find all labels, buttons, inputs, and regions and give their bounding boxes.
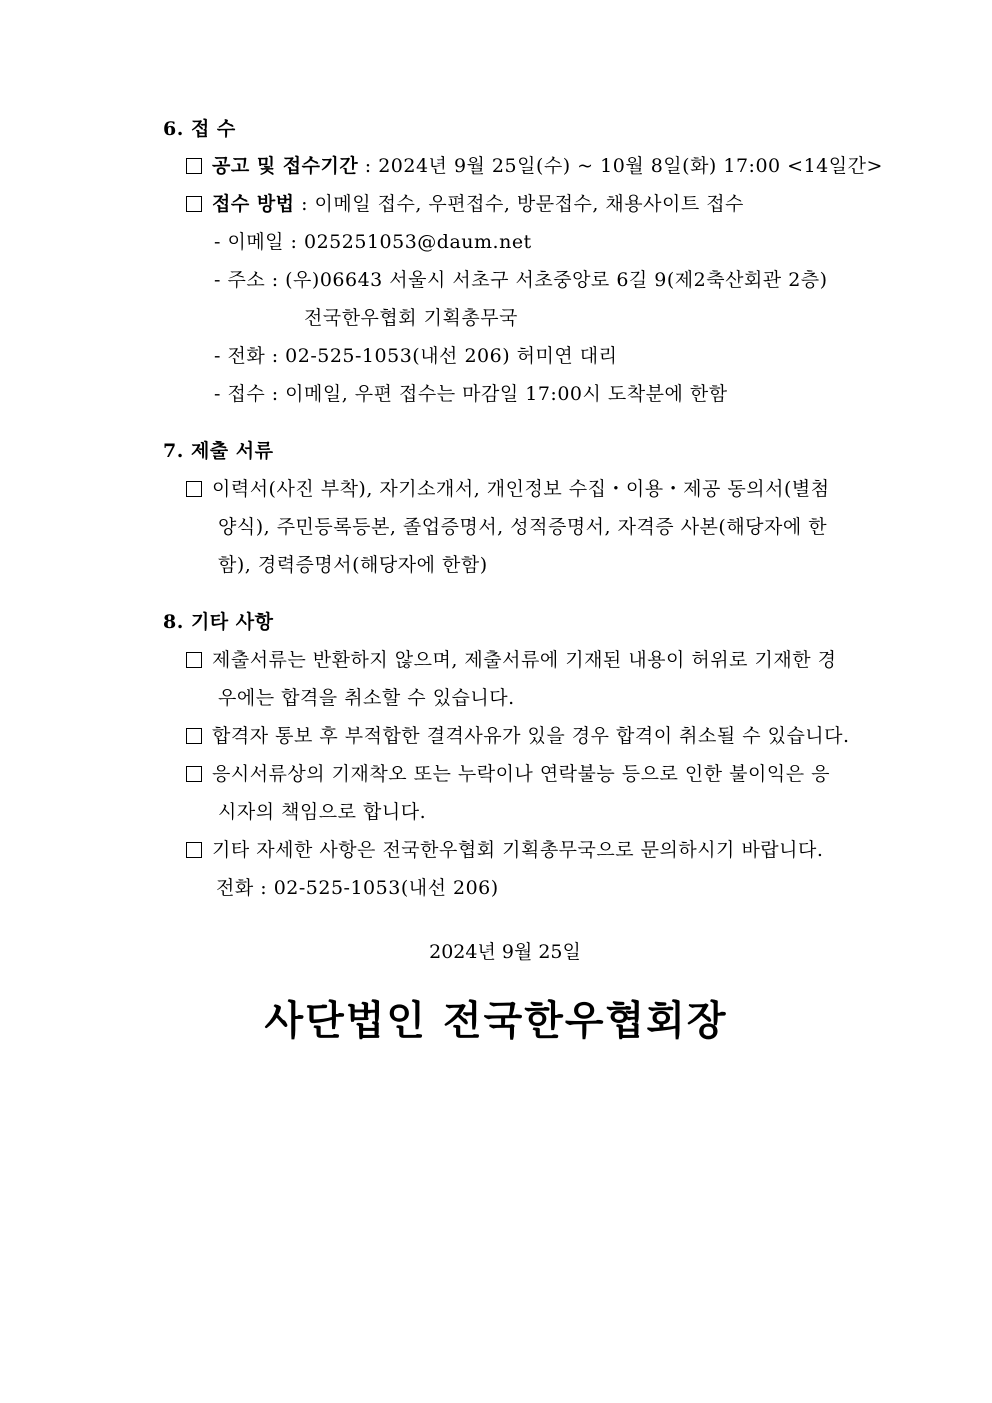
period-value: : 2024년 9월 25일(수) ~ 10월 8일(화) 17:00 <14일간> — [364, 155, 883, 177]
issuer-signature: 사단법인 전국한우협회장 — [264, 997, 728, 1044]
other-item-3 — [186, 761, 830, 787]
other-item-3-line-2: 시자의 책임으로 합니다. — [218, 801, 427, 823]
other-item-3-line-1: 응시서류상의 기재착오 또는 누락이나 연락불능 등으로 인한 불이익은 응 — [212, 763, 830, 785]
other-item-1-line-1: 제출서류는 반환하지 않으며, 제출서류에 기재된 내용이 허위로 기재한 경 — [212, 649, 837, 671]
other-item-4-line-2: 전화 : 02-525-1053(내선 206) — [216, 877, 499, 899]
documents-line-3: 함), 경력증명서(해당자에 한함) — [218, 554, 488, 576]
email-line: - 이메일 : 025251053@daum.net — [214, 231, 532, 253]
other-item-4-line-1: 기타 자세한 사항은 전국한우협회 기획총무국으로 문의하시기 바랍니다. — [212, 839, 824, 861]
period-row — [186, 153, 883, 179]
other-item-1 — [186, 647, 836, 673]
checkbox-icon — [186, 842, 202, 858]
documents-line-1: 이력서(사진 부착), 자기소개서, 개인정보 수집・이용・제공 동의서(별첨 — [212, 478, 830, 500]
other-item-4 — [186, 837, 823, 863]
method-value: : 이메일 접수, 우편접수, 방문접수, 채용사이트 접수 — [301, 193, 744, 215]
checkbox-icon — [186, 728, 202, 744]
checkbox-icon — [186, 158, 202, 174]
phone-line: - 전화 : 02-525-1053(내선 206) 허미연 대리 — [214, 345, 618, 367]
section7-title: 7. 제출 서류 — [163, 440, 274, 462]
documents-row — [186, 476, 830, 502]
checkbox-icon — [186, 766, 202, 782]
checkbox-icon — [186, 196, 202, 212]
address-line-1: - 주소 : (우)06643 서울시 서초구 서초중앙로 6길 9(제2축산회관 2층) — [214, 269, 828, 291]
other-item-2 — [186, 723, 850, 749]
other-item-1-line-2: 우에는 합격을 취소할 수 있습니다. — [218, 687, 515, 709]
documents-line-2: 양식), 주민등록등본, 졸업증명서, 성적증명서, 자격증 사본(해당자에 한 — [218, 516, 828, 538]
section6-title: 6. 접 수 — [163, 118, 236, 140]
address-line-2: 전국한우협회 기획총무국 — [304, 307, 518, 329]
receipt-note-line: - 접수 : 이메일, 우편 접수는 마감일 17:00시 도착분에 한함 — [214, 383, 728, 405]
method-label: 접수 방법 — [212, 193, 295, 215]
other-item-2-line-1: 합격자 통보 후 부적합한 결격사유가 있을 경우 합격이 취소될 수 있습니다. — [212, 725, 850, 747]
checkbox-icon — [186, 652, 202, 668]
method-row — [186, 191, 744, 217]
checkbox-icon — [186, 481, 202, 497]
section8-title: 8. 기타 사항 — [163, 611, 274, 633]
document-date: 2024년 9월 25일 — [429, 941, 581, 963]
period-label: 공고 및 접수기간 — [212, 155, 359, 177]
